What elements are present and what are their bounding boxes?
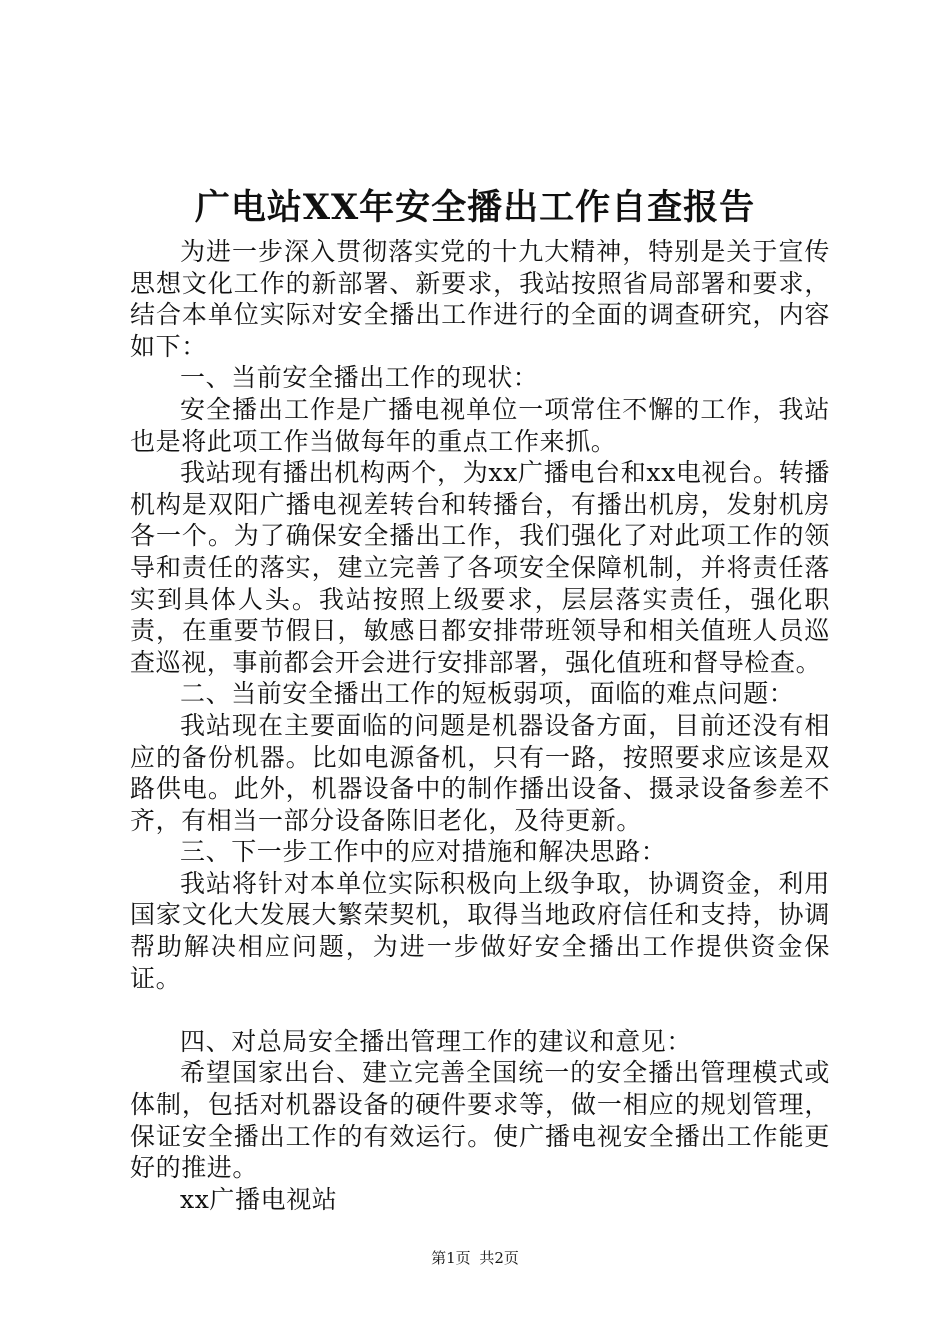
paragraph-section-3: 我站将针对本单位实际积极向上级争取，协调资金，利用国家文化大发展大繁荣契机，取得当地政府信任和支持，协调帮助解决相应问题，为进一步做好安全播出工作提供资金保证。 <box>130 868 830 993</box>
document-body <box>130 236 830 1215</box>
page-number: 第1页 <box>431 1249 471 1267</box>
page-total: 共2页 <box>479 1249 519 1267</box>
paragraph-intro: 为进一步深入贯彻落实党的十九大精神，特别是关于宣传思想文化工作的新部署、新要求，我站按照省局部署和要求，结合本单位实际对安全播出工作进行的全面的调查研究，内容如下： <box>130 237 830 361</box>
page-footer <box>0 1248 950 1268</box>
blank-line <box>130 994 830 1026</box>
paragraph-section-4: 希望国家出台、建立完善全国统一的安全播出管理模式或体制，包括对机器设备的硬件要求等，做一相应的规划管理，保证安全播出工作的有效运行。使广播电视安全播出工作能更好的推进。 <box>130 1058 830 1183</box>
document-title: 广电站XX年安全播出工作自查报告 <box>194 187 756 228</box>
signature-line: xx广播电视站 <box>180 1184 338 1214</box>
paragraph-section-2: 我站现在主要面临的问题是机器设备方面，目前还没有相应的备份机器。比如电源备机，只有一路，按照要求应该是双路供电。此外，机器设备中的制作播出设备、摄录设备参差不齐，有相当一部分设备陈旧老化，及待更新。 <box>130 710 830 835</box>
heading-section-3: 三、下一步工作中的应对措施和解决思路： <box>180 837 667 867</box>
paragraph-section-1-a: 安全播出工作是广播电视单位一项常住不懈的工作，我站也是将此项工作当做每年的重点工作来抓。 <box>130 394 830 456</box>
paragraph-section-1-b: 我站现有播出机构两个，为xx广播电台和xx电视台。转播机构是双阳广播电视差转台和转播台，有播出机房，发射机房各一个。为了确保安全播出工作，我们强化了对此项工作的领导和责任的落实，建立完善了各项安全保障机制，并将责任落实到具体人头。我站按照上级要求，层层落实责任，强化职责，在重要节假日，敏感日都安排带班领导和相关值班人员巡查巡视，事前都会开会进行安排部署，强化值班和督导检查。 <box>130 458 830 677</box>
heading-section-2: 二、当前安全播出工作的短板弱项，面临的难点问题： <box>180 679 795 709</box>
heading-section-4: 四、对总局安全播出管理工作的建议和意见： <box>180 1026 693 1056</box>
heading-section-1: 一、当前安全播出工作的现状： <box>180 363 539 393</box>
